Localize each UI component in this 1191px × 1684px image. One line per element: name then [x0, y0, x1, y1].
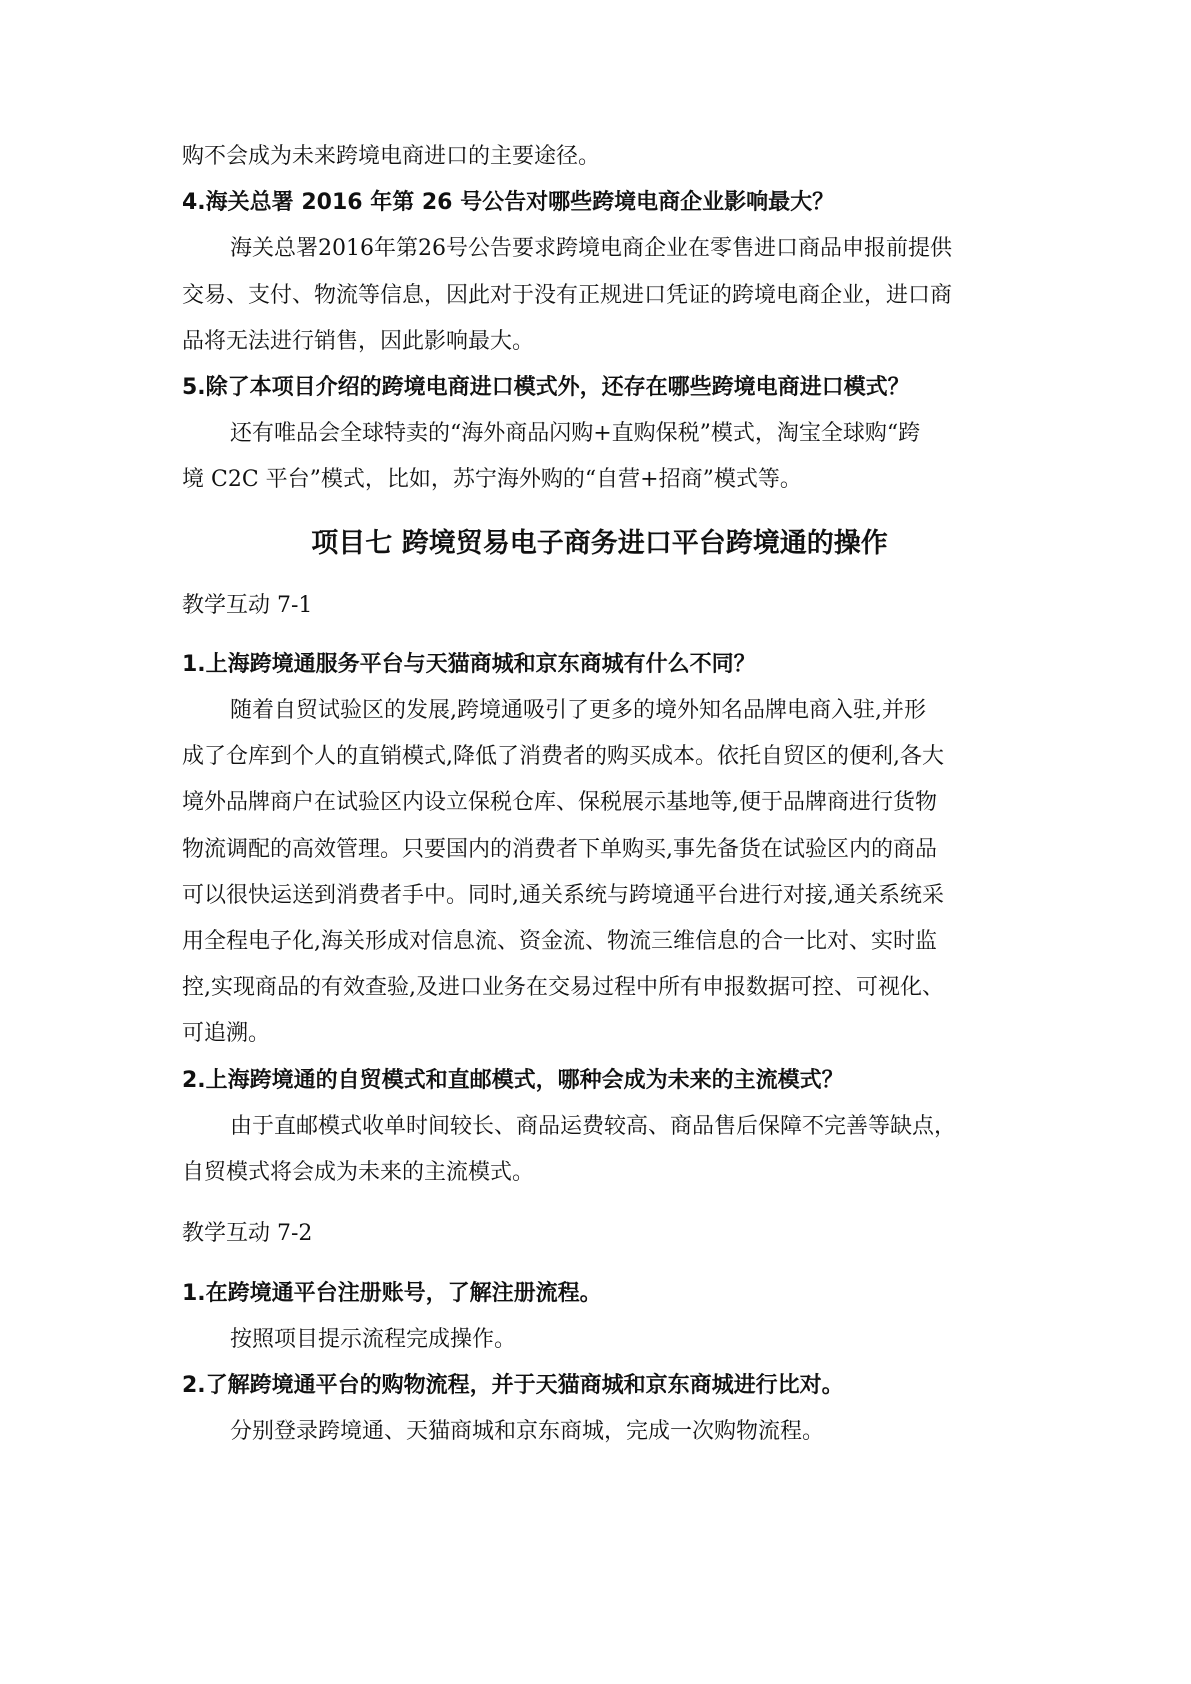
paragraph-line: 自贸模式将会成为未来的主流模式。 — [182, 1160, 535, 1185]
paragraph-line: 还有唯品会全球特卖的“海外商品闪购+直购保税”模式，淘宝全球购“跨 — [230, 421, 921, 446]
paragraph-line: 可以很快运送到消费者手中。同时,通关系统与跨境通平台进行对接,通关系统采 — [182, 883, 944, 908]
question-heading: 2.了解跨境通平台的购物流程，并于天猫商城和京东商城进行比对。 — [182, 1373, 844, 1398]
paragraph-line: 成了仓库到个人的直销模式,降低了消费者的购买成本。依托自贸区的便利,各大 — [182, 744, 944, 769]
paragraph-line: 按照项目提示流程完成操作。 — [230, 1327, 517, 1352]
question-heading: 5.除了本项目介绍的跨境电商进口模式外，还存在哪些跨境电商进口模式？ — [182, 375, 910, 400]
paragraph-line: 交易、支付、物流等信息，因此对于没有正规进口凭证的跨境电商企业，进口商 — [182, 283, 953, 308]
question-heading: 4.海关总署 2016 年第 26 号公告对哪些跨境电商企业影响最大？ — [182, 190, 835, 215]
paragraph-line: 物流调配的高效管理。只要国内的消费者下单购买,事先备货在试验区内的商品 — [182, 837, 937, 862]
paragraph-line: 购不会成为未来跨境电商进口的主要途径。 — [182, 144, 601, 169]
paragraph-line: 可追溯。 — [182, 1021, 271, 1046]
paragraph-line: 境外品牌商户在试验区内设立保税仓库、保税展示基地等,便于品牌商进行货物 — [182, 790, 937, 815]
paragraph-line: 品将无法进行销售，因此影响最大。 — [182, 329, 535, 354]
paragraph-line: 由于直邮模式收单时间较长、商品运费较高、商品售后保障不完善等缺点， — [230, 1114, 957, 1139]
subsection-heading: 教学互动 7-2 — [182, 1221, 313, 1246]
paragraph-line: 境 C2C 平台”模式，比如，苏宁海外购的“自营+招商”模式等。 — [182, 467, 802, 492]
question-heading: 1.上海跨境通服务平台与天猫商城和京东商城有什么不同？ — [182, 652, 756, 677]
paragraph-line: 海关总署2016年第26号公告要求跨境电商企业在零售进口商品申报前提供 — [230, 236, 952, 261]
subsection-heading: 教学互动 7-1 — [182, 593, 313, 618]
section-title: 项目七 跨境贸易电子商务进口平台跨境通的操作 — [311, 528, 888, 559]
paragraph-line: 控,实现商品的有效查验,及进口业务在交易过程中所有申报数据可控、可视化、 — [182, 975, 944, 1000]
paragraph-line: 分别登录跨境通、天猫商城和京东商城，完成一次购物流程。 — [230, 1419, 825, 1444]
question-heading: 2.上海跨境通的自贸模式和直邮模式，哪种会成为未来的主流模式？ — [182, 1068, 844, 1093]
paragraph-line: 用全程电子化,海关形成对信息流、资金流、物流三维信息的合一比对、实时监 — [182, 929, 937, 954]
paragraph-line: 随着自贸试验区的发展,跨境通吸引了更多的境外知名品牌电商入驻,并形 — [230, 698, 926, 723]
question-heading: 1.在跨境通平台注册账号，了解注册流程。 — [182, 1281, 602, 1306]
